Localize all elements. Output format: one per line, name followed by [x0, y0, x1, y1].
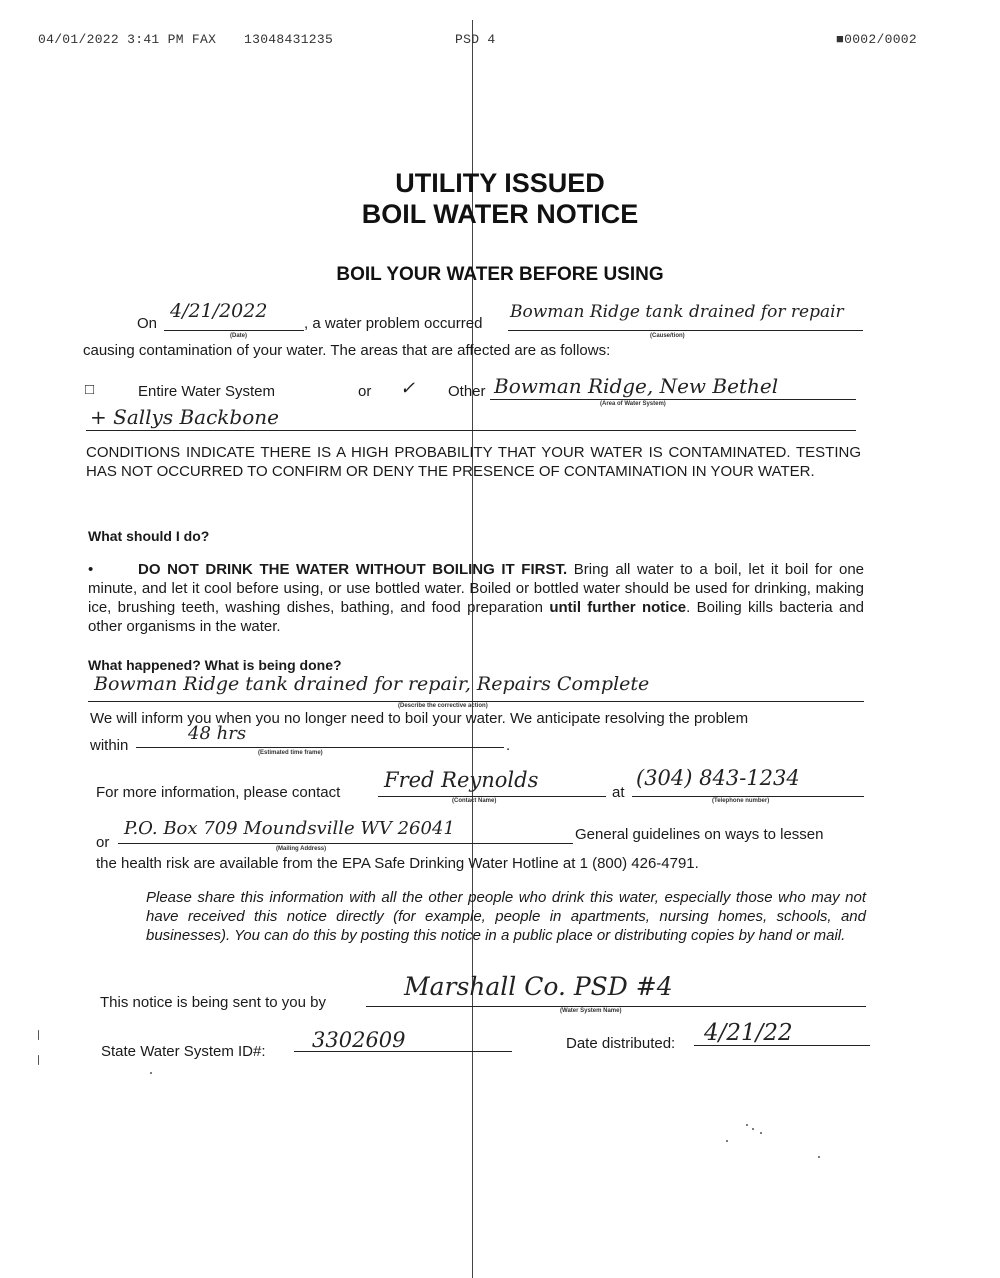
other-check-mark[interactable]: ✓ — [400, 378, 416, 399]
contact-name: Fred Reynolds — [384, 768, 539, 792]
action-underline — [88, 701, 864, 702]
or-address-label: or — [96, 834, 110, 851]
sent-by-value: Marshall Co. PSD #4 — [404, 972, 673, 1001]
what-happened-heading: What happened? What is being done? — [88, 657, 342, 673]
on-label: On — [137, 315, 158, 332]
address-underline — [118, 843, 573, 844]
area-value-line1: Bowman Ridge, New Bethel — [494, 374, 779, 398]
scan-speck — [818, 1156, 820, 1158]
address-caption: (Mailing Address) — [276, 846, 327, 852]
timeframe-underline — [136, 747, 504, 748]
scan-speck — [38, 1030, 39, 1040]
corrective-action: Bowman Ridge tank drained for repair, Repairs Complete — [94, 673, 650, 695]
cause-caption: (Cause/tion) — [650, 333, 685, 339]
fax-sender: PSD 4 — [455, 32, 496, 47]
boil-instructions: Bring all water to a boil, let it boil for one minute, and let it cool before using, or use bottled water. Boiled or bottled water should be used for drinking, making ice, brushing teeth, washing dishes, bathing, and food preparation — [88, 561, 865, 616]
area-value-line2: + Sallys Backbone — [90, 405, 279, 429]
timeframe-period: . — [506, 737, 511, 754]
other-label: Other — [448, 383, 486, 400]
notice-subtitle: BOIL YOUR WATER BEFORE USING — [336, 264, 664, 285]
occurred-text: , a water problem occurred — [304, 315, 483, 332]
date-underline — [164, 330, 304, 331]
what-should-paragraph — [88, 560, 864, 636]
guidelines-text: General guidelines on ways to lessen — [575, 826, 824, 843]
fax-number: 13048431235 — [244, 32, 334, 47]
area-underline-2 — [86, 430, 856, 431]
fax-page-number: ■0002/0002 — [836, 32, 918, 47]
fax-datetime: 04/01/2022 3:41 PM FAX — [38, 32, 217, 47]
system-id-underline — [294, 1051, 512, 1052]
sent-by-label: This notice is being sent to you by — [100, 994, 326, 1011]
what-should-heading: What should I do? — [88, 528, 210, 544]
hotline-text: the health risk are available from the EPA Safe Drinking Water Hotline at 1 (800) 426-4791. — [96, 855, 699, 872]
contact-name-caption: (Contact Name) — [452, 798, 497, 804]
at-label: at — [612, 784, 625, 801]
or-label: or — [358, 383, 372, 400]
entire-system-checkbox[interactable]: □ — [85, 381, 95, 398]
problem-date: 4/21/2022 — [170, 300, 268, 322]
system-id-label: State Water System ID#: — [101, 1043, 266, 1060]
scan-speck — [760, 1132, 762, 1134]
date-distributed-value: 4/21/22 — [704, 1020, 793, 1046]
affected-areas-text: causing contamination of your water. The areas that are affected are as follows: — [83, 342, 611, 359]
within-label: within — [90, 737, 129, 754]
scan-speck — [38, 1055, 39, 1065]
contact-name-underline — [378, 796, 606, 797]
bullet-point: • — [88, 561, 94, 578]
scan-speck — [150, 1072, 152, 1074]
cause-underline — [508, 330, 863, 331]
contact-phone-caption: (Telephone number) — [712, 798, 770, 804]
contact-phone-underline — [632, 796, 864, 797]
date-distributed-underline — [694, 1045, 870, 1046]
notice-title-line1: UTILITY ISSUED — [395, 168, 605, 198]
boil-instructions-tail: . Boiling kills bacteria and other organisms in the water. — [88, 599, 865, 635]
scan-speck — [746, 1124, 748, 1126]
share-notice-text: Please share this information with all the other people who drink this water, especially those who may not have received this notice directly (for example, people in apartments, nursing homes, schools, and businesses). You can do this by posting this notice in a public place or distributing copies by hand or mail. — [146, 889, 866, 944]
inform-text: We will inform you when you no longer need to boil your water. We anticipate resolving the problem — [90, 710, 749, 727]
scan-speck — [752, 1128, 754, 1130]
date-caption: (Date) — [230, 333, 248, 339]
mailing-address: P.O. Box 709 Moundsville WV 26041 — [124, 818, 455, 839]
date-distributed-label: Date distributed: — [566, 1035, 676, 1052]
system-id-value: 3302609 — [312, 1028, 406, 1052]
entire-system-label: Entire Water System — [138, 383, 275, 400]
action-caption: (Describe the corrective action) — [398, 703, 488, 709]
contact-label: For more information, please contact — [96, 784, 341, 801]
boil-warning: DO NOT DRINK THE WATER WITHOUT BOILING IT FIRST. — [138, 561, 568, 578]
contact-phone: (304) 843-1234 — [636, 766, 800, 790]
estimated-timeframe: 48 hrs — [188, 723, 247, 744]
until-further-notice: until further notice — [549, 599, 687, 616]
sent-by-underline — [366, 1006, 866, 1007]
area-underline-1 — [490, 399, 856, 400]
problem-cause: Bowman Ridge tank drained for repair — [510, 302, 844, 322]
scan-speck — [726, 1140, 728, 1142]
sent-by-caption: (Water System Name) — [560, 1008, 622, 1014]
notice-title-line2: BOIL WATER NOTICE — [361, 199, 639, 229]
timeframe-caption: (Estimated time frame) — [258, 750, 323, 756]
area-caption: (Area of Water System) — [600, 401, 666, 407]
conditions-text: CONDITIONS INDICATE THERE IS A HIGH PROBABILITY THAT YOUR WATER IS CONTAMINATED. TESTING HAS NOT OCCURRED TO CONFIRM OR DENY THE PRESENCE OF CONTAMINATION IN YOUR WATER. — [86, 444, 861, 480]
